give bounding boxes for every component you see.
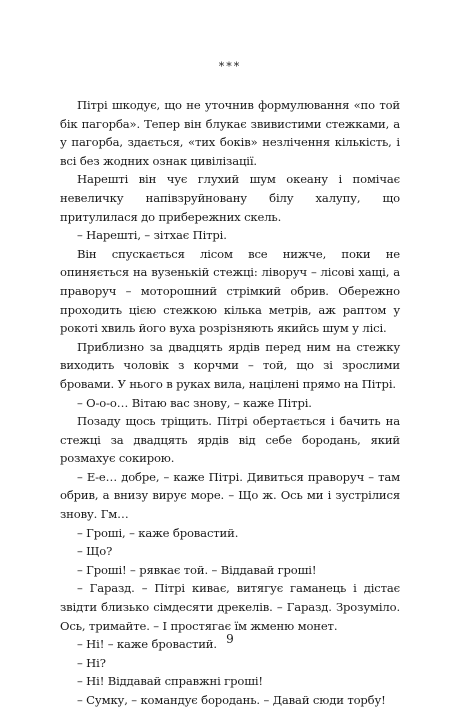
paragraph: – Гроші, – каже бровастий. [77,525,239,540]
paragraph: Приблизно за двадцять ярдів перед ним на стежку виходить чоловік з корчми – той, що зі зрослими бровами. У нього в руках вила, націлені прямо на Пітрі. [60,339,400,391]
paragraph: Позаду щось тріщить. Пітрі обертається і бачить на стежці за двадцять ярдів від себе бородань, який розмахує сокирою. [60,414,400,466]
paragraph: – Гроші! – рявкає той. – Віддавай гроші! [77,562,317,577]
paragraph: Нарешті він чує глухий шум океану і помічає невеличку напівзруйновану білу халупу, що притулилася до прибережних скель. [60,172,400,224]
paragraph: – Ні! Віддавай справжні гроші! [77,674,263,689]
page-number: 9 [226,632,234,646]
paragraph: – Нарешті, – зітхає Пітрі. [77,228,227,243]
paragraph: – Ні! – каже бровастий. [77,637,217,652]
paragraph: – Е-е… добре, – каже Пітрі. Дивиться праворуч – там обрив, а внизу вирує море. – Що ж. Ось ми і зустрілися знову. Гм… [60,469,400,522]
paragraph: Пітрі шкодує, що не уточнив формулювання «по той бік пагорба». Тепер він блукає звивистими стежками, а у пагорба, здається, «тих боків» незлічення кількість, і всі без жодних ознак цивілізації. [60,98,400,168]
paragraph: – Сумку, – командує бородань. – Давай сюди торбу! [77,693,386,707]
paragraph: – Ні? [77,655,106,670]
paragraph: – Що? [77,544,113,559]
paragraph: – Гаразд. – Пітрі киває, витягує гаманець і дістає звідти близько сімдесяти дрекелів. – Гаразд. Зрозуміло. Ось, тримайте. – І простягає їм жменю монет. [60,581,400,633]
body-text [60,96,400,710]
paragraph: – О-о-о… Вітаю вас знову, – каже Пітрі. [77,395,312,410]
paragraph: Він спускається лісом все нижче, поки не опиняється на вузенькій стежці: ліворуч – лісові хащі, а праворуч – моторошний стрімкий обрив. Обережно проходить цією стежкою кілька метрів, аж раптом у рокоті хвиль його вуха розрізняють якийсь шум у лісі. [60,246,400,336]
section-separator: *** [218,60,242,73]
